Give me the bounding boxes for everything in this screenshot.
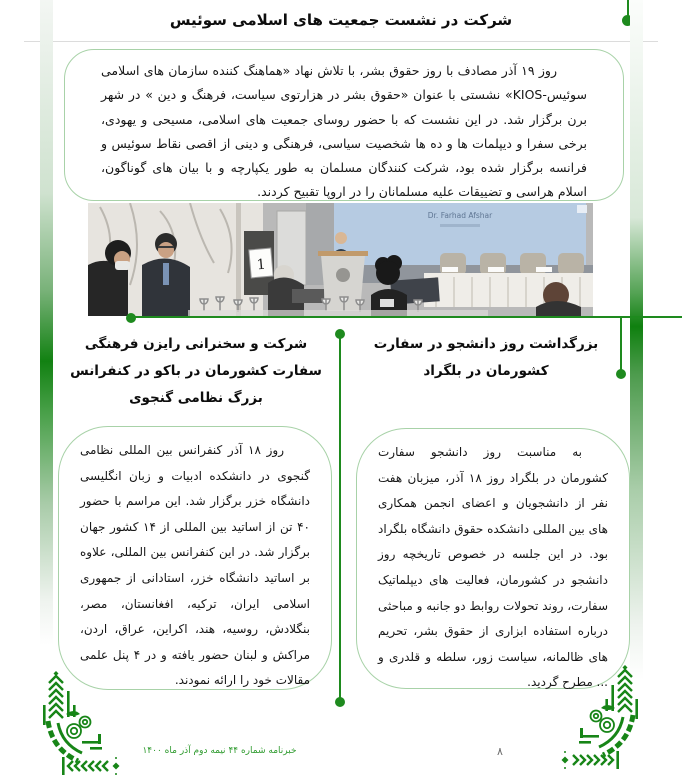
- column-right-box: [356, 428, 630, 689]
- speaker-head: [335, 232, 347, 244]
- article-top-body: روز ۱۹ آذر مصادف با روز حقوق بشر، با تلاش نهاد «هماهنگ کننده سازمان های اسلامی سوئیس-KIOS» نشستی با عنوان «حقوق بشر در هزارتوی سیاست، فرهنگ و دین » در شهر برن برگزار شد. در این نشست که با حضور روسای جمعیت های اسلامی، مسیحی و یهودی، برخی سفرا و دیپلمات ها و ده ها شخصیت سیاسی، فرهنگی و دینی از اقصی نقاط سوئیس و فرانسه برگزار شده بود، شرکت کنندگان مسلمان به طور یکپارچه و با بیان های گوناگون، اسلام هراسی و تضییقات علیه مسلمانان را در اروپا تقبیح کردند.: [101, 63, 587, 200]
- section-divider-line: [130, 316, 682, 318]
- table-number-card: [249, 248, 273, 278]
- accent-dot-icon: [126, 313, 136, 323]
- footer-page-number: ۸: [497, 745, 503, 758]
- column-left-body: روز ۱۸ آذر کنفرانس بین المللی نظامی گنجوی در دانشکده ادبیات و زبان انگلیسی دانشگاه خزر برگزار شد. این مراسم با حضور ۴۰ تن از اساتید بین المللی از ۱۴ کشور جهان برگزار شد. در این کنفرانس بین المللی، علاوه بر اساتید دانشگاه خزر، استادانی از جمهوری اسلامی ایران، ترکیه، افغانستان، مصر، بنگلادش، روسیه، هند، اکراین، عراق، اردن، مراکش و لبنان حضور یافته و در ۴ پنل علمی مقالات خود را ارائه نمودند.: [80, 443, 310, 688]
- screen-speaker-name: Dr. Farhad Afshar: [427, 211, 493, 220]
- left-gradient-bar: [40, 0, 53, 645]
- face-mask: [115, 261, 130, 270]
- article-top-box: [64, 49, 624, 201]
- accent-dot-icon: [335, 329, 345, 339]
- conference-photo-illustration: [88, 203, 593, 316]
- column-right-title: بزرگداشت روز دانشجو در سفارت کشورمان در بلگراد: [373, 336, 599, 379]
- conference-photo: [88, 203, 593, 316]
- table-number: 1: [256, 256, 267, 274]
- footer-newsletter-label: خبرنامه شماره ۴۴ نیمه دوم آذر ماه ۱۴۰۰: [142, 746, 297, 756]
- right-column-accent-line: [620, 317, 622, 373]
- column-divider-line: [339, 334, 341, 700]
- column-left-title: شرکت و سخنرانی رایزن فرهنگی سفارت کشورمان در باکو در کنفرانس بزرگ نظامی گنجوی: [70, 336, 322, 406]
- right-gradient-bar: [630, 0, 643, 680]
- page-title: شرکت در نشست جمعیت های اسلامی سوئیس: [169, 11, 513, 29]
- screen-subtitle-bar: [440, 224, 480, 227]
- islimi-corner-ornament-left: [18, 671, 123, 779]
- column-right-body: به مناسبت روز دانشجو سفارت کشورمان در بلگراد روز ۱۸ آذر، میزبان هفت نفر از دانشجویان و اعضای انجمن همکاری های بین المللی دانشکده حقوق دانشگاه بلگراد بود. در این جلسه در خصوص تاریخچه روز دانشجو در کشورمان، فعالیت های دیپلماتیک سفارت، روند تحولات روابط دو جانبه و مباحثی درباره استفاده ابزاری از حقوق بشر، تحریم های ظالمانه، سیاست زور، سلطه و قلدری و ... مطرح گردید.: [378, 445, 609, 690]
- title-divider: [24, 41, 658, 42]
- column-left-box: [58, 426, 332, 690]
- islimi-corner-ornament-right: [558, 665, 663, 773]
- accent-dot-icon: [335, 697, 345, 707]
- laptop: [292, 289, 324, 303]
- podium-logo: [336, 268, 350, 282]
